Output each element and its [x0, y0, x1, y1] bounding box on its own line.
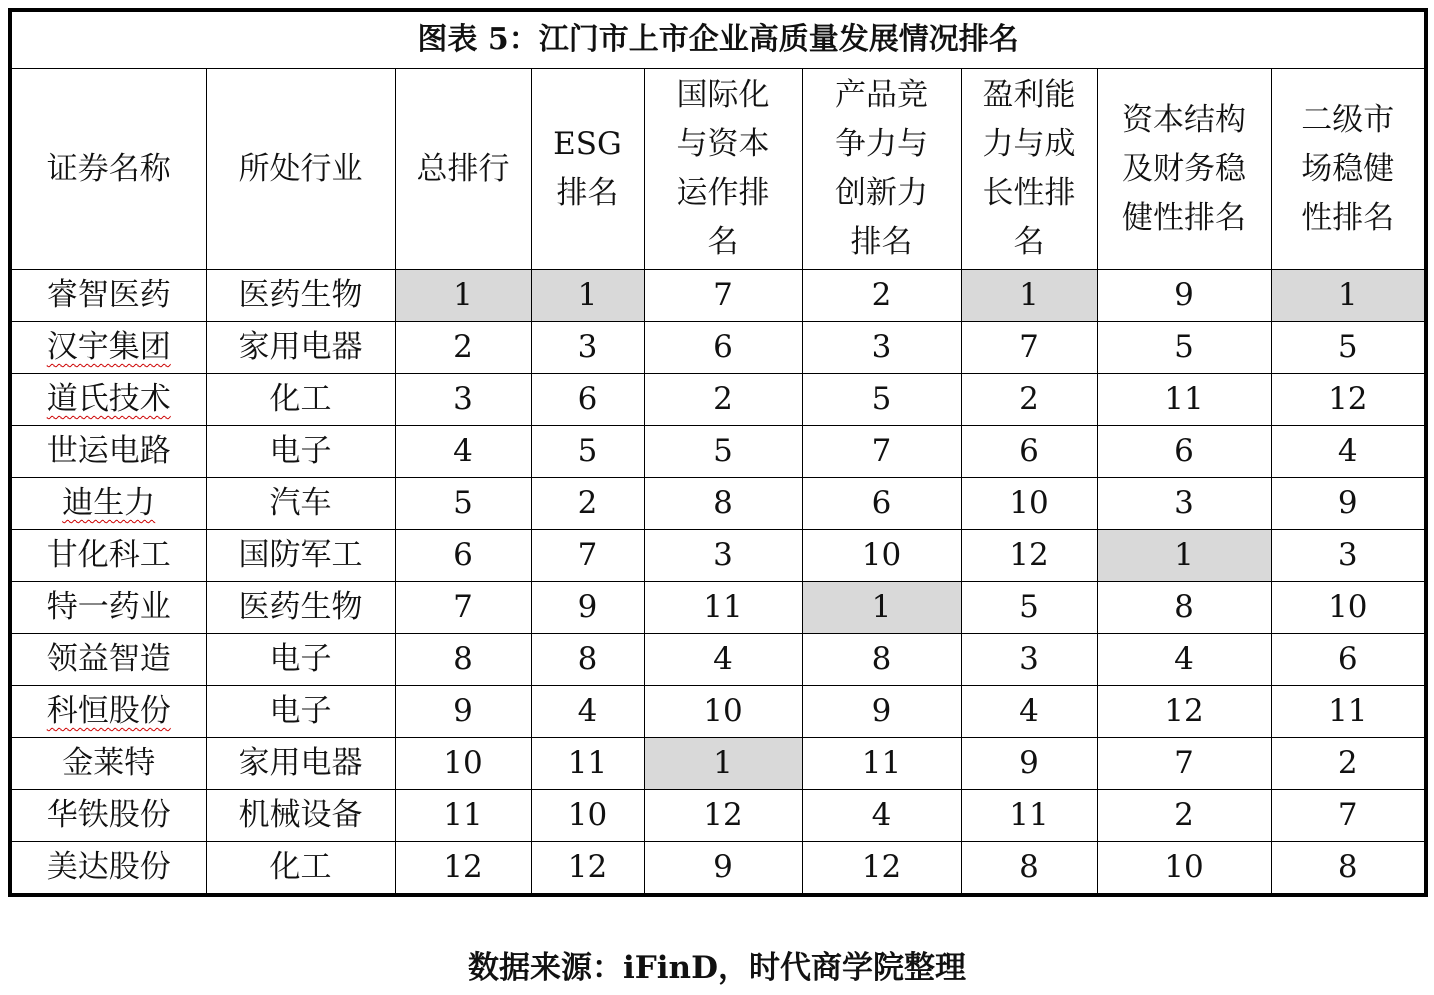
rank-cell: 8 [531, 634, 644, 686]
rank-cell: 10 [802, 530, 961, 582]
column-header-line: 名 [1013, 224, 1045, 260]
industry-cell: 电子 [206, 686, 395, 738]
column-header-line: 国际化 [676, 77, 770, 113]
rank-cell: 6 [395, 530, 531, 582]
rank-cell: 10 [395, 738, 531, 790]
table-row [10, 738, 1426, 790]
rank-cell: 5 [531, 426, 644, 478]
rank-cell: 6 [802, 478, 961, 530]
table-row [10, 842, 1426, 896]
rank-cell: 6 [531, 374, 644, 426]
industry-cell: 化工 [206, 842, 395, 896]
rank-cell: 11 [961, 790, 1097, 842]
rank-cell: 10 [1271, 582, 1426, 634]
rank-cell: 5 [644, 426, 802, 478]
rank-cell: 12 [395, 842, 531, 896]
rank-cell: 7 [395, 582, 531, 634]
column-header-line: 创新力 [835, 175, 928, 211]
table-row [10, 582, 1426, 634]
rank-cell: 1 [644, 738, 802, 790]
rank-cell: 4 [531, 686, 644, 738]
security-name-cell [10, 374, 206, 426]
rank-cell: 12 [1097, 686, 1271, 738]
rank-cell: 1 [1097, 530, 1271, 582]
table-row [10, 530, 1426, 582]
rank-cell: 9 [644, 842, 802, 896]
rank-cell: 12 [644, 790, 802, 842]
industry-cell: 国防军工 [206, 530, 395, 582]
rank-cell: 9 [1271, 478, 1426, 530]
rank-cell: 6 [961, 426, 1097, 478]
rank-cell: 9 [802, 686, 961, 738]
column-header [531, 69, 644, 270]
rank-cell: 11 [1271, 686, 1426, 738]
column-header [1097, 69, 1271, 270]
security-name: 金莱特 [62, 745, 156, 782]
rank-cell: 1 [1271, 270, 1426, 322]
rank-cell: 6 [1097, 426, 1271, 478]
column-header [395, 69, 531, 270]
table-row [10, 322, 1426, 374]
security-name: 科恒股份 [46, 693, 171, 730]
column-header-line: 所处行业 [238, 150, 363, 187]
column-header-line: 盈利能 [982, 77, 1076, 113]
rank-cell: 2 [961, 374, 1097, 426]
rank-cell: 6 [644, 322, 802, 374]
security-name: 华铁股份 [46, 797, 171, 834]
column-header-line: 场稳健 [1301, 150, 1395, 187]
rank-cell: 11 [802, 738, 961, 790]
rank-cell: 3 [531, 322, 644, 374]
industry-cell: 家用电器 [206, 322, 395, 374]
security-name: 汉宇集团 [46, 329, 171, 366]
security-name-cell [10, 582, 206, 634]
rank-cell: 8 [644, 478, 802, 530]
table-row [10, 478, 1426, 530]
rank-cell: 10 [1097, 842, 1271, 896]
rank-cell: 6 [1271, 634, 1426, 686]
rank-cell: 8 [961, 842, 1097, 896]
column-header [802, 69, 961, 270]
security-name: 睿智医药 [46, 277, 171, 314]
security-name-cell [10, 426, 206, 478]
industry-cell: 医药生物 [206, 270, 395, 322]
column-header-line: 证券名称 [46, 150, 171, 187]
table-body [10, 270, 1426, 896]
column-header-line: 排名 [556, 175, 619, 211]
rank-cell: 4 [1271, 426, 1426, 478]
rank-cell: 5 [395, 478, 531, 530]
security-name-cell [10, 686, 206, 738]
rank-cell: 10 [531, 790, 644, 842]
rank-cell: 8 [802, 634, 961, 686]
security-name: 甘化科工 [46, 537, 171, 574]
rank-cell: 7 [644, 270, 802, 322]
security-name: 世运电路 [46, 433, 171, 470]
column-header-line: 总排行 [416, 150, 510, 187]
rank-cell: 4 [961, 686, 1097, 738]
column-header [206, 69, 395, 270]
header-row [10, 69, 1426, 270]
rank-cell: 7 [531, 530, 644, 582]
rank-cell: 2 [802, 270, 961, 322]
rank-cell: 7 [802, 426, 961, 478]
column-header [10, 69, 206, 270]
source-note: 数据来源：iFinD，时代商学院整理 [468, 950, 966, 986]
security-name-cell [10, 634, 206, 686]
rank-cell: 9 [395, 686, 531, 738]
column-header-line: 性排名 [1301, 199, 1395, 236]
rank-cell: 8 [1271, 842, 1426, 896]
security-name-cell [10, 790, 206, 842]
rank-cell: 5 [802, 374, 961, 426]
rank-cell: 8 [395, 634, 531, 686]
table-row [10, 634, 1426, 686]
column-header-line: 名 [707, 224, 739, 260]
rank-cell: 8 [1097, 582, 1271, 634]
rank-cell: 5 [1271, 322, 1426, 374]
table-row [10, 270, 1426, 322]
rank-cell: 3 [1271, 530, 1426, 582]
security-name-cell [10, 478, 206, 530]
rank-cell: 11 [531, 738, 644, 790]
table-row [10, 790, 1426, 842]
rank-cell: 10 [961, 478, 1097, 530]
column-header [644, 69, 802, 270]
rank-cell: 4 [644, 634, 802, 686]
rank-cell: 7 [1271, 790, 1426, 842]
industry-cell: 化工 [206, 374, 395, 426]
ranking-table [8, 8, 1428, 897]
rank-cell: 3 [395, 374, 531, 426]
column-header-line: 运作排 [676, 175, 770, 211]
rank-cell: 1 [961, 270, 1097, 322]
rank-cell: 7 [1097, 738, 1271, 790]
rank-cell: 2 [1271, 738, 1426, 790]
rank-cell: 3 [961, 634, 1097, 686]
rank-cell: 9 [531, 582, 644, 634]
rank-cell: 1 [531, 270, 644, 322]
rank-cell: 2 [531, 478, 644, 530]
rank-cell: 10 [644, 686, 802, 738]
industry-cell: 医药生物 [206, 582, 395, 634]
security-name-cell [10, 270, 206, 322]
industry-cell: 机械设备 [206, 790, 395, 842]
rank-cell: 3 [802, 322, 961, 374]
security-name: 美达股份 [46, 849, 171, 886]
rank-cell: 9 [1097, 270, 1271, 322]
industry-cell: 汽车 [206, 478, 395, 530]
column-header-line: ESG [553, 126, 622, 162]
column-header-line: 资本结构 [1122, 101, 1246, 138]
rank-cell: 7 [961, 322, 1097, 374]
rank-cell: 1 [395, 270, 531, 322]
rank-cell: 12 [961, 530, 1097, 582]
security-name: 特一药业 [46, 589, 171, 626]
column-header-line: 及财务稳 [1122, 150, 1246, 187]
rank-cell: 12 [802, 842, 961, 896]
security-name: 迪生力 [62, 485, 156, 522]
column-header-line: 长性排 [982, 175, 1076, 211]
industry-cell: 电子 [206, 634, 395, 686]
table-title: 图表 5：江门市上市企业高质量发展情况排名 [10, 10, 1426, 69]
rank-cell: 5 [961, 582, 1097, 634]
rank-cell: 9 [961, 738, 1097, 790]
industry-cell: 电子 [206, 426, 395, 478]
column-header [1271, 69, 1426, 270]
table-row [10, 374, 1426, 426]
table-row [10, 426, 1426, 478]
security-name: 领益智造 [46, 641, 171, 678]
column-header-line: 与资本 [676, 126, 770, 162]
column-header-line: 排名 [850, 224, 913, 260]
rank-cell: 1 [802, 582, 961, 634]
rank-cell: 12 [531, 842, 644, 896]
rank-cell: 11 [644, 582, 802, 634]
column-header [961, 69, 1097, 270]
column-header-line: 产品竞 [835, 77, 928, 113]
rank-cell: 4 [395, 426, 531, 478]
column-header-line: 健性排名 [1122, 199, 1246, 236]
rank-cell: 3 [1097, 478, 1271, 530]
column-header-line: 争力与 [835, 126, 928, 162]
industry-cell: 家用电器 [206, 738, 395, 790]
rank-cell: 4 [1097, 634, 1271, 686]
security-name: 道氏技术 [46, 381, 171, 418]
title-row [10, 10, 1426, 69]
rank-cell: 2 [395, 322, 531, 374]
column-header-line: 二级市 [1301, 101, 1395, 138]
security-name-cell [10, 738, 206, 790]
security-name-cell [10, 530, 206, 582]
rank-cell: 11 [1097, 374, 1271, 426]
rank-cell: 4 [802, 790, 961, 842]
rank-cell: 5 [1097, 322, 1271, 374]
rank-cell: 12 [1271, 374, 1426, 426]
column-header-line: 力与成 [982, 126, 1076, 162]
security-name-cell [10, 842, 206, 896]
rank-cell: 3 [644, 530, 802, 582]
rank-cell: 2 [1097, 790, 1271, 842]
rank-cell: 2 [644, 374, 802, 426]
table-row [10, 686, 1426, 738]
security-name-cell [10, 322, 206, 374]
rank-cell: 11 [395, 790, 531, 842]
